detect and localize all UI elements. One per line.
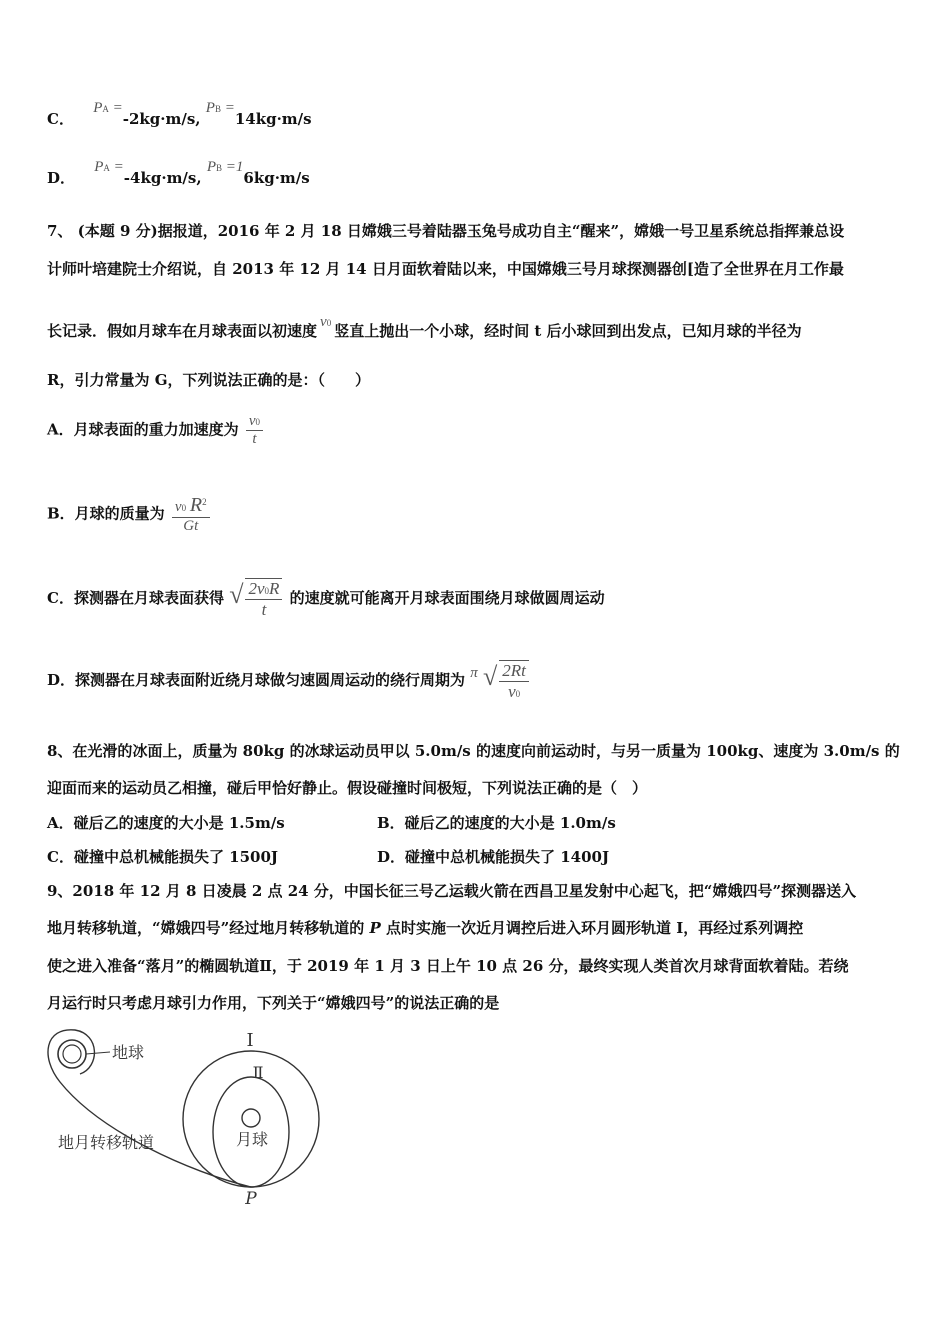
q8-option-b: B．碰后乙的速度的大小是 1.0m/s xyxy=(377,814,616,832)
earth-inner-circle xyxy=(63,1045,81,1063)
q7-stem-line2: 计师叶培建院士介绍说，自 2013 年 12 月 14 日月面软着陆以来，中国嫦娥三号月球探测器创[造了全世界在月工作最 xyxy=(47,260,844,278)
q8-option-c: C．碰撞中总机械能损失了 1500J xyxy=(47,848,279,866)
sqrt-2v0R-over-t: √ $\frac{2v0R}{t}$ xyxy=(229,578,284,620)
q9-stem-line4: 月运行时只考虑月球引力作用，下列关于“嫦娥四号”的说法正确的是 xyxy=(47,994,500,1012)
q8-option-d: D．碰撞中总机械能损失了 1400J xyxy=(377,848,610,866)
point-p-label: P xyxy=(245,1189,257,1209)
earth-label: 地球 xyxy=(112,1043,145,1062)
q8-stem-line2: 迎面而来的运动员乙相撞，碰后甲恰好静止。假设碰撞时间极短，下列说法正确的是（ ） xyxy=(47,779,648,797)
fraction-v0R2-over-Gt: $\frac{v0 R^2}{Gt}$ xyxy=(172,494,210,535)
orbit-i-circle xyxy=(183,1051,319,1187)
q7-option-c: C．探测器在月球表面获得 √ $\frac{2v0R}{t}$ 的速度就可能离开月球表面围绕月球做圆周运动 xyxy=(47,579,605,619)
q6-option-c: C． PA =-2kg·m/s, PB =14kg·m/s xyxy=(47,100,312,128)
q9-stem-line3: 使之进入准备“落月”的椭圆轨道Ⅱ，于 2019 年 1 月 3 日上午 10 点 26 分，最终实现人类首次月球背面软着陆。若绕 xyxy=(47,957,849,975)
q7-option-b: B．月球的质量为 $\frac{v0 R^2}{Gt}$ xyxy=(47,494,212,535)
q7-option-d: D．探测器在月球表面附近绕月球做匀速圆周运动的绕行周期为 π √ $\frac{2Rt}{v0}$ xyxy=(47,660,531,702)
transfer-orbit-label: 地月转移轨道 xyxy=(58,1133,155,1152)
orbit-i-label: I xyxy=(246,1030,254,1051)
q7-stem-line4: R，引力常量为 G，下列说法正确的是：（ ） xyxy=(47,371,371,389)
pa-symbol: PA = xyxy=(93,100,123,116)
earth-outer-circle xyxy=(58,1040,86,1068)
q7-option-a: A．月球表面的重力加速度为 $\frac{v0}{t}$ xyxy=(47,413,265,448)
moon-label: 月球 xyxy=(235,1130,269,1149)
q7-stem-line1: 7、 (本题 9 分)据报道，2016 年 2 月 18 日嫦娥三号着陆器玉兔号成功自主“醒来”，嫦娥一号卫星系统总指挥兼总设 xyxy=(47,222,845,240)
fraction-v0-over-t: $\frac{v0}{t}$ xyxy=(246,413,263,448)
q8-stem-line1: 8、在光滑的冰面上，质量为 80kg 的冰球运动员甲以 5.0m/s 的速度向前运动时，与另一质量为 100kg、速度为 3.0m/s 的 xyxy=(47,742,900,760)
orbit-diagram xyxy=(40,1022,340,1212)
moon-circle xyxy=(242,1109,260,1127)
earth-label-line xyxy=(86,1052,110,1054)
q8-option-a: A．碰后乙的速度的大小是 1.5m/s xyxy=(47,814,285,832)
q9-stem-line2: 地月转移轨道，“嫦娥四号”经过地月转移轨道的 P 点时实施一次近月调控后进入环月圆形轨道 I，再经过系列调控 xyxy=(47,919,804,937)
q7-stem-line3: 长记录．假如月球车在月球表面以初速度 v0 竖直上抛出一个小球，经时间 t 后小球回到出发点，已知月球的半径为 xyxy=(47,314,802,340)
pb-symbol: PB = xyxy=(205,100,235,116)
orbit-ii-label: Ⅱ xyxy=(252,1063,264,1082)
pb-symbol: PB =1 xyxy=(206,159,244,175)
pa-symbol: PA = xyxy=(94,159,124,175)
q9-stem-line1: 9、2018 年 12 月 8 日凌晨 2 点 24 分，中国长征三号乙运载火箭在西昌卫星发射中心起飞，把“嫦娥四号”探测器送入 xyxy=(47,882,857,900)
q6-option-d: D． PA =-4kg·m/s, PB =16kg·m/s xyxy=(47,159,310,187)
sqrt-2Rt-over-v0: √ $\frac{2Rt}{v0}$ xyxy=(483,660,531,702)
v0-symbol: v0 xyxy=(320,314,332,330)
